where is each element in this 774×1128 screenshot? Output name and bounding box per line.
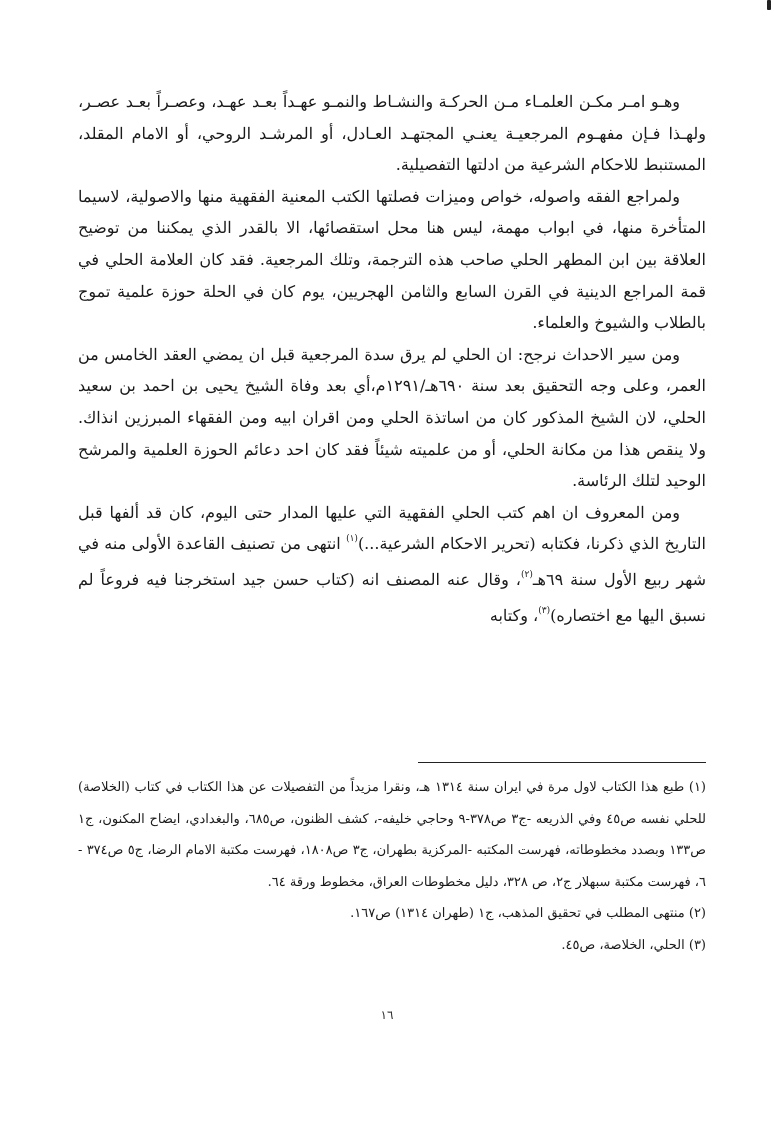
page-number: ١٦ (380, 1008, 394, 1022)
main-text (78, 86, 706, 635)
footnote: (٣) الحلي، الخلاصة، ص٤٥. (561, 937, 706, 953)
footnote-reference: (٣) (538, 605, 551, 616)
footnote: (٢) منتهى المطلب في تحقيق المذهب، ج١ (طهران ١٣١٤) ص١٦٧. (350, 906, 706, 921)
paragraph: ومن سير الاحداث نرجح: ان الحلي لم يرق سدة المرجعية قبل ان يمضي العقد الخامس من العمر، وعلى وجه التحقيق بعد سنة ٦٩٠هـ/١٢٩١م،أي بعد وفاة الشيخ يحيى بن احمد بن سعيد الحلي، لان الشيخ المذكور كان من اساتذة الحلي ومن اقران ابيه ومن الفقهاء المبرزين انذاك. ولا ينقص هذا من مكانة الحلي، أو من علميته شيئاً فقد كان احد دعائم الحوزة العلمية والمرشح الوحيد لتلك الرئاسة. (78, 344, 707, 491)
footnote: (١) طبع هذا الكتاب لاول مرة في ايران سنة ١٣١٤ هـ، ونقرا مزيداً من التفصيلات عن هذا الكتاب في كتاب (الخلاصة) للحلي نفسه ص٤٥ وفي الذريعه -ج٣ ص٣٧٨-٩ وحاجي خليفه-، كشف الظنون، ص٦٨٥، والبغدادي، ايضاح المكنون، ج١ ص١٣٣ وبصدد مخطوطاته، فهرست المكتبه -المركزية بطهران، ج٣ ص١٨٠٨، فهرست مكتبة الامام الرضا، ج٥ ص٣٧٤ - ٦، فهرست مكتبة سبهلار ج٢، ص ٣٢٨، دليل مخطوطات العراق، مخطوط ورقة ٦٤. (78, 780, 706, 890)
paragraph: وهـو امـر مكـن العلمـاء مـن الحركـة والنشـاط والنمـو عهـداً بعـد عهـد، وعصـراً بعـد عصـر، ولهـذا فـإن مفهـوم المرجعيـة يعنـي المجتهـد العـادل، أو المرشـد الروحي، أو الامام المقلد، المستنبط للاحكام الشرعية من ادلتها التفصيلية. (78, 92, 706, 175)
footnote-reference: (٢) (520, 569, 533, 580)
footnote-separator (418, 762, 706, 763)
corner-mark (767, 0, 771, 10)
paragraph: ولمراجع الفقه واصوله، خواص وميزات فصلتها الكتب المعنية الفقهية منها والاصولية، لاسيما المتأخرة منها، في ابواب مهمة، ليس هنا محل استقصائها، الا بالقدر الذي يمكننا من توضيح العلاقة بين ابن المطهر الحلي صاحب هذه الترجمة، وتلك المرجعية. فقد كان العلامة الحلي في قمة المراجع الدينية في القرن السابع والثامن الهجريين، يوم كان في الحلة حوزة علمية تموج بالطلاب والشيوخ والعلماء. (78, 186, 706, 333)
paragraph-with-references (78, 497, 706, 635)
text-segment: ومن المعروف ان اهم كتب الحلي الفقهية التي عليها المدار حتى اليوم، كان قد ألفها قبل التاريخ الذي ذكرنا، فكتابه (تحرير الاحكام الشرعية...) (78, 502, 706, 554)
text-segment: ، وكتابه (489, 605, 539, 625)
footnotes (78, 772, 706, 961)
footnote-reference: (١) (346, 534, 358, 545)
text-segment: انتهى من تصنيف القاعدة الأولى منه في شهر ربيع الأول سنة ٦٩هـ (78, 534, 707, 589)
text-segment: ، وقال عنه المصنف انه (كتاب حسن جيد استخرجنا فيه فروعاً لم نسبق اليها مع اختصاره) (78, 569, 706, 625)
